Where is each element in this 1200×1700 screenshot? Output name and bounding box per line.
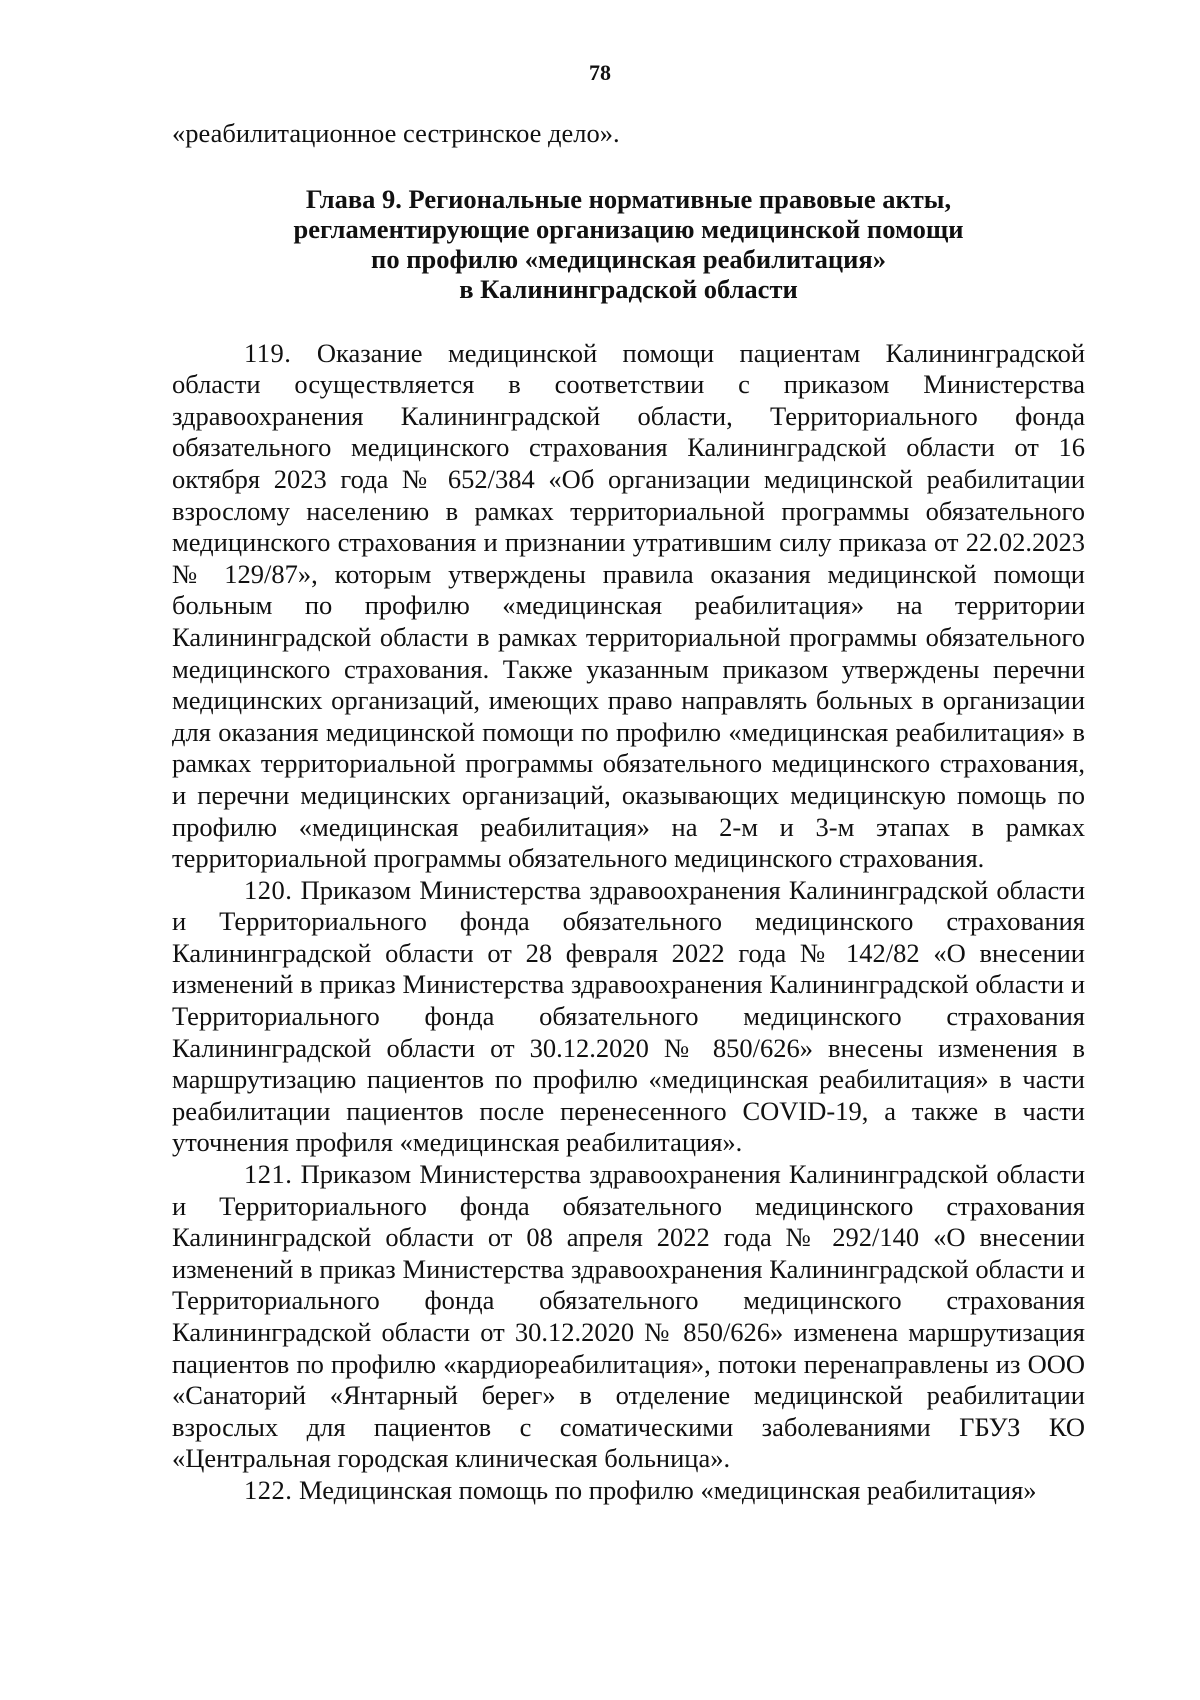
paragraph-text: Приказом Министерства здравоохранения Калининградской области и Территориального фонда обязательного медицинского страхования Калининградской области от 08 апреля 2022 года № 292/140 «О внесении изменений в приказ Министерства здравоохранения Калининградской области и Территориального фонда обязательного медицинского страхования Калининградской области от 30.12.2020 № 850/626» изменена маршрутизация пациентов по профилю «кардиореабилитация», потоки перенаправлены из ООО «Санаторий «Янтарный берег» в отделение медицинской реабилитации взрослых для пациентов с соматическими заболеваниями ГБУЗ КО «Центральная городская клиническая больница». (172, 1159, 1086, 1474)
paragraph-122 (172, 1475, 1085, 1507)
paragraph-119 (172, 338, 1085, 875)
paragraph-121 (172, 1159, 1085, 1475)
paragraph-number: 121. (244, 1159, 293, 1190)
document-body (172, 118, 1085, 1507)
lead-text: «реабилитационное сестринское дело». (172, 118, 620, 148)
page-number: 78 (589, 60, 611, 85)
paragraph-120 (172, 875, 1085, 1159)
chapter-heading-line: по профилю «медицинская реабилитация» (371, 243, 886, 274)
paragraph-number: 122. (244, 1474, 293, 1505)
paragraph-number: 119. (244, 337, 292, 368)
paragraph-text: Приказом Министерства здравоохранения Калининградской области и Территориального фонда обязательного медицинского страхования Калининградской области от 28 февраля 2022 года № 142/82 «О внесении изменений в приказ Министерства здравоохранения Калининградской области и Территориального фонда обязательного медицинского страхования Калининградской области от 30.12.2020 № 850/626» внесены изменения в маршрутизацию пациентов по профилю «медицинская реабилитация» в части реабилитации пациентов после перенесенного COVID-19, а также в части уточнения профиля «медицинская реабилитация». (172, 874, 1086, 1158)
chapter-heading (172, 184, 1085, 304)
chapter-heading-line: в Калининградской области (459, 273, 798, 304)
paragraph-text: Медицинская помощь по профилю «медицинская реабилитация» (299, 1474, 1037, 1505)
chapter-heading-line: Глава 9. Региональные нормативные правовые акты, (305, 183, 952, 214)
paragraph-number: 120. (244, 874, 293, 905)
chapter-heading-line: регламентирующие организацию медицинской помощи (293, 213, 964, 244)
paragraph-text: Оказание медицинской помощи пациентам Калининградской области осуществляется в соответствии с приказом Министерства здравоохранения Калининградской области, Территориального фонда обязательного медицинского страхования Калининградской области от 16 октября 2023 года № 652/384 «Об организации медицинской реабилитации взрослому населению в рамках территориальной программы обязательного медицинского страхования и признании утратившим силу приказа от 22.02.2023 № 129/87», которым утверждены правила оказания медицинской помощи больным по профилю «медицинская реабилитация» на территории Калининградской области в рамках территориальной программы обязательного медицинского страхования. Также указанным приказом утверждены перечни медицинских организаций, имеющих право направлять больных в организации для оказания медицинской помощи по профилю «медицинская реабилитация» в рамках территориальной программы обязательного медицинского страхования, и перечни медицинских организаций, оказывающих медицинскую помощь по профилю «медицинская реабилитация» на 2-м и 3-м этапах в рамках территориальной программы обязательного медицинского страхования. (172, 337, 1086, 874)
